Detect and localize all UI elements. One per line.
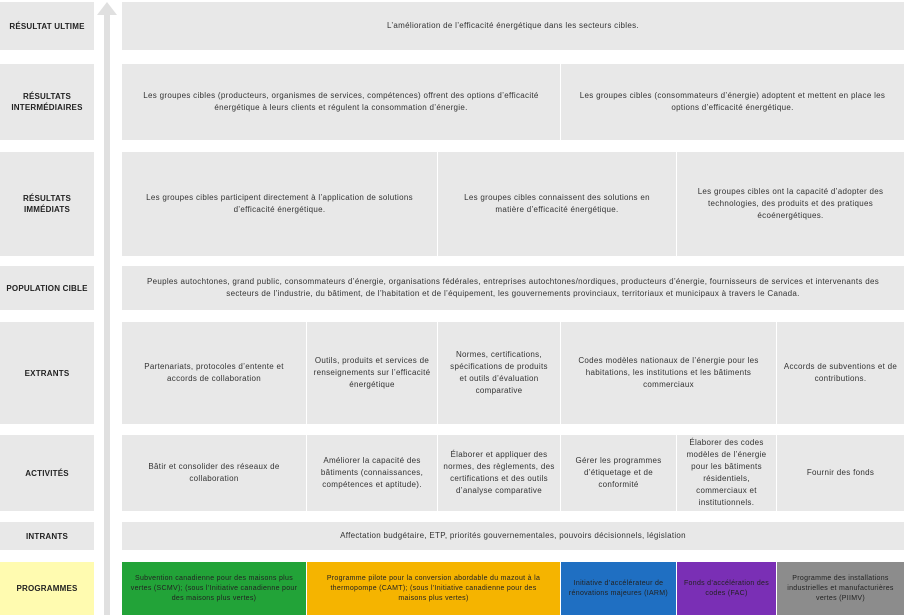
intermediate-outcome-1: Les groupes cibles (producteurs, organismes de services, compétences) offrent des options d’efficacité énergétique à leurs clients et régulent la consommation d’énergie.	[122, 64, 560, 140]
activity-capacity: Améliorer la capacité des bâtiments (connaissances, compétences et aptitude).	[307, 435, 437, 511]
output-grant-agreements: Accords de subventions et de contributions.	[777, 322, 904, 424]
output-partnerships: Partenariats, protocoles d’entente et accords de collaboration	[122, 322, 306, 424]
immediate-outcome-2: Les groupes cibles connaissent des solutions en matière d’efficacité énergétique.	[438, 152, 676, 256]
program-iarm: Initiative d’accélérateur de rénovations majeures (IARM)	[561, 562, 676, 615]
activity-labelling: Gérer les programmes d’étiquetage et de conformité	[561, 435, 676, 511]
label-immediate-outcomes: RÉSULTATS IMMÉDIATS	[0, 152, 94, 256]
label-inputs: INTRANTS	[0, 522, 94, 550]
label-intermediate-outcomes: RÉSULTATS INTERMÉDIAIRES	[0, 64, 94, 140]
program-scmv: Subvention canadienne pour des maisons plus vertes (SCMV); (sous l’Initiative canadienne pour des maisons plus vertes)	[122, 562, 306, 615]
immediate-outcome-3: Les groupes cibles ont la capacité d’adopter des technologies, des produits et des pratiques écoénergétiques.	[677, 152, 904, 256]
program-camt: Programme pilote pour la conversion abordable du mazout à la thermopompe (CAMT); (sous l’Initiative canadienne pour des maisons plus vertes)	[307, 562, 560, 615]
label-outputs: EXTRANTS	[0, 322, 94, 424]
label-activities: ACTIVITÉS	[0, 435, 94, 511]
program-piimv: Programme des installations industrielles et manufacturières vertes (PIIMV)	[777, 562, 904, 615]
activity-model-codes: Élaborer des codes modèles de l’énergie pour les bâtiments résidentiels, commerciaux et institutionnels.	[677, 435, 776, 511]
label-programs: PROGRAMMES	[0, 562, 94, 615]
inputs-box: Affectation budgétaire, ETP, priorités gouvernementales, pouvoirs décisionnels, législation	[122, 522, 904, 550]
output-model-codes: Codes modèles nationaux de l’énergie pour les habitations, les institutions et les bâtiments commerciaux	[561, 322, 776, 424]
immediate-outcome-1: Les groupes cibles participent directement à l’application de solutions d’efficacité énergétique.	[122, 152, 437, 256]
activity-standards: Élaborer et appliquer des normes, des règlements, des certifications et des outils d’analyse comparative	[438, 435, 560, 511]
output-standards: Normes, certifications, spécifications de produits et outils d’évaluation comparative	[438, 322, 560, 424]
target-population-box: Peuples autochtones, grand public, consommateurs d’énergie, organisations fédérales, entreprises autochtones/nordiques, producteurs d’énergie, fournisseurs de services et intervenants des secteurs de l’industrie, du bâtiment, de l’habitation et de l’équipement, les gouvernements provinciaux, territoriaux et municipaux à travers le Canada.	[122, 266, 904, 310]
output-tools-products: Outils, produits et services de renseignements sur l’efficacité énergétique	[307, 322, 437, 424]
ultimate-outcome-box: L’amélioration de l’efficacité énergétique dans les secteurs cibles.	[122, 2, 904, 50]
activity-funding: Fournir des fonds	[777, 435, 904, 511]
label-target-population: POPULATION CIBLE	[0, 266, 94, 310]
intermediate-outcome-2: Les groupes cibles (consommateurs d’énergie) adoptent et mettent en place les options d’efficacité énergétique.	[561, 64, 904, 140]
label-ultimate-outcome: RÉSULTAT ULTIME	[0, 2, 94, 50]
activity-networks: Bâtir et consolider des réseaux de collaboration	[122, 435, 306, 511]
program-fac: Fonds d’accélération des codes (FAC)	[677, 562, 776, 615]
upward-arrow-shaft	[104, 14, 110, 615]
upward-arrow-icon	[97, 2, 117, 15]
